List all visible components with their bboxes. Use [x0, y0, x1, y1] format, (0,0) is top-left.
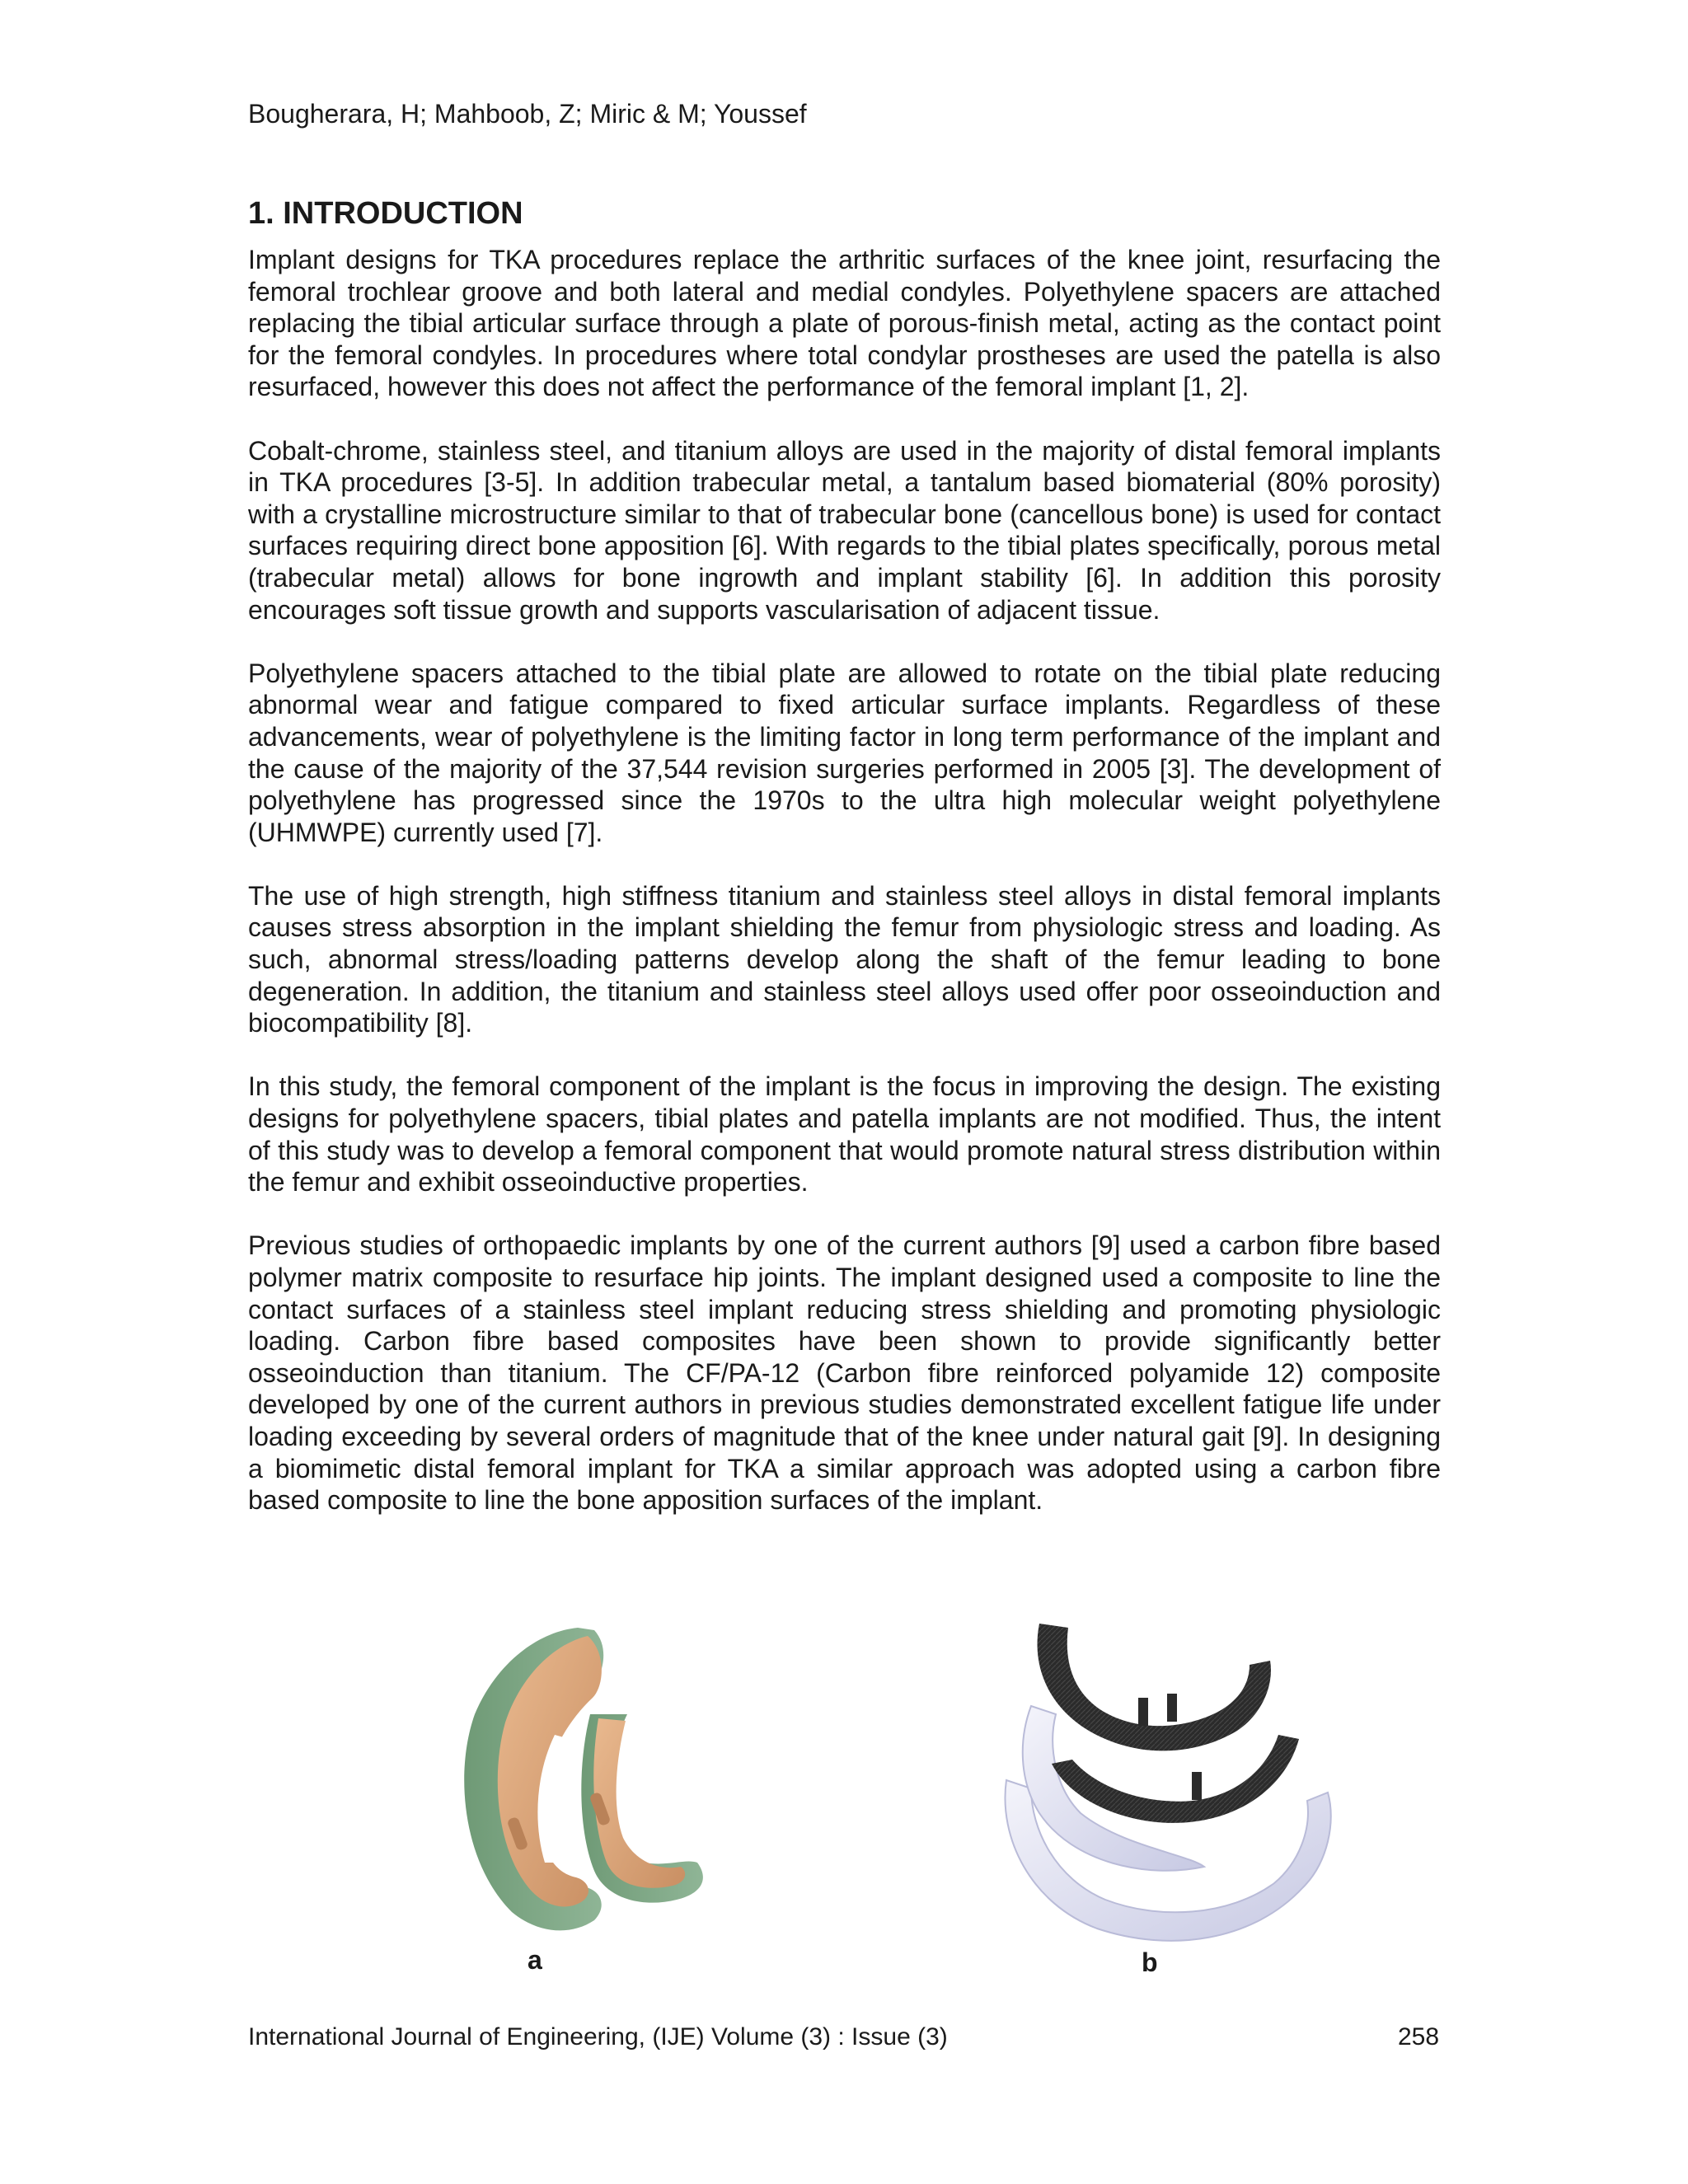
- running-head-authors: Bougherara, H; Mahboob, Z; Miric & M; Youssef: [248, 99, 807, 129]
- paragraph: In this study, the femoral component of the implant is the focus in improving the design. The existing designs for polyethylene spacers, tibial plates and patella implants are not modified. Thus, the intent of this study was to develop a femoral component that would promote natural stress distribution within the femur and exhibit osseoinductive properties.: [248, 1071, 1441, 1197]
- paragraph: Cobalt-chrome, stainless steel, and titanium alloys are used in the majority of distal femoral implants in TKA procedures [3-5]. In addition trabecular metal, a tantalum based biomaterial (80% porosity) with a crystalline microstructure similar to that of trabecular bone (cancellous bone) is used for contact surfaces requiring direct bone apposition [6]. With regards to the tibial plates specifically, porous metal (trabecular metal) allows for bone ingrowth and implant stability [6]. In addition this porosity encourages soft tissue growth and supports vascularisation of adjacent tissue.: [248, 435, 1441, 625]
- paragraph: Polyethylene spacers attached to the tibial plate are allowed to rotate on the tibial plate reducing abnormal wear and fatigue compared to fixed articular surface implants. Regardless of these advancements, wear of polyethylene is the limiting factor in long term performance of the implant and the cause of the majority of the 37,544 revision surgeries performed in 2005 [3]. The development of polyethylene has progressed since the 1970s to the ultra high molecular weight polyethylene (UHMWPE) currently used [7].: [248, 658, 1441, 847]
- body-text: [248, 244, 1441, 1548]
- section-heading: 1. INTRODUCTION: [248, 196, 523, 231]
- footer-journal: International Journal of Engineering, (IJE) Volume (3) : Issue (3): [248, 2023, 948, 2050]
- figure: [248, 1615, 1441, 1986]
- paragraph: The use of high strength, high stiffness titanium and stainless steel alloys in distal femoral implants causes stress absorption in the implant shielding the femur from physiologic stress and loading. As such, abnormal stress/loading patterns develop along the shaft of the femur leading to bone degeneration. In addition, the titanium and stainless steel alloys used offer poor osseoinduction and biocompatibility [8].: [248, 880, 1441, 1038]
- figure-label-a: a: [528, 1945, 542, 1975]
- paragraph: Previous studies of orthopaedic implants by one of the current authors [9] used a carbon fibre based polymer matrix composite to resurface hip joints. The implant designed used a composite to line the contact surfaces of a stainless steel implant reducing stress shielding and promoting physiologic loading. Carbon fibre based composites have been shown to provide significantly better osseoinduction than titanium. The CF/PA-12 (Carbon fibre reinforced polyamide 12) composite developed by one of the current authors in previous studies demonstrated excellent fatigue life under loading exceeding by several orders of magnitude that of the knee under natural gait [9]. In designing a biomimetic distal femoral implant for TKA a similar approach was adopted using a carbon fibre based composite to line the bone apposition surfaces of the implant.: [248, 1230, 1441, 1516]
- page-number: 258: [1398, 2023, 1440, 2050]
- femoral-implant-illustration-a: [372, 1615, 965, 1961]
- paragraph: Implant designs for TKA procedures replace the arthritic surfaces of the knee joint, resurfacing the femoral trochlear groove and both lateral and medial condyles. Polyethylene spacers are attached replacing the tibial articular surface through a plate of porous-finish metal, acting as the contact point for the femoral condyles. In procedures where total condylar prostheses are used the patella is also resurfaced, however this does not affect the performance of the femoral implant [1, 2].: [248, 245, 1441, 402]
- carbon-fibre-implant-illustration-b: [982, 1615, 1377, 1961]
- figure-label-b: b: [1142, 1947, 1158, 1977]
